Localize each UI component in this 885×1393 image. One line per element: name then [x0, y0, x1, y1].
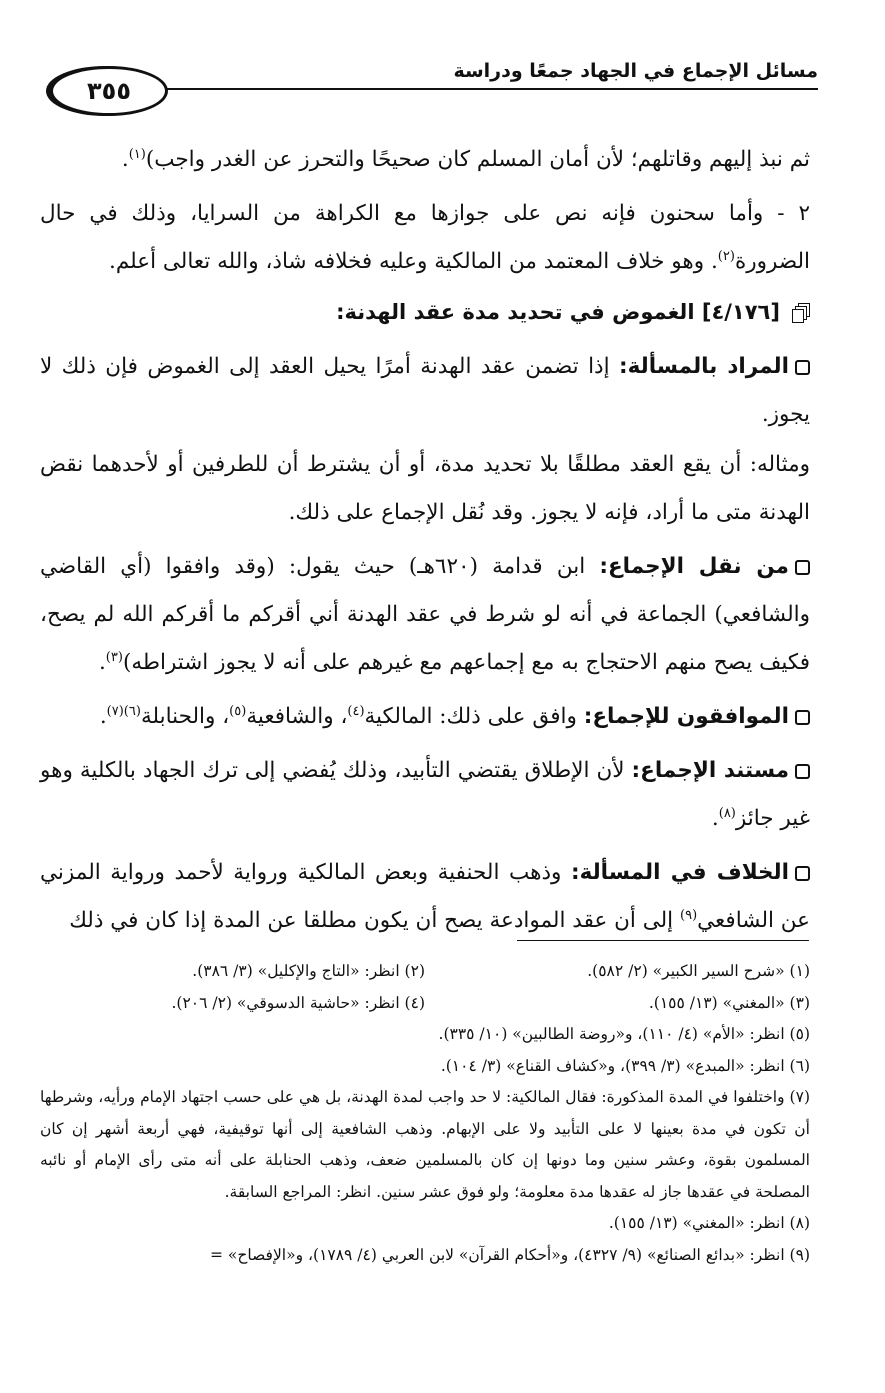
dispute-text-a: وذهب الحنفية وبعض المالكية ورواية لأحمد ورواية المزني عن الشافعي — [40, 860, 810, 933]
footnote-row — [40, 988, 810, 1020]
square-bullet-icon — [795, 764, 810, 779]
footnote-ref-6-7[interactable]: (٦)(٧) — [106, 703, 141, 719]
agreeing-end: . — [99, 704, 107, 729]
footnote-5: (٥) انظر: «الأم» (٤/ ١١٠)، و«روضة الطالبين» (١٠/ ٣٣٥). — [438, 1025, 810, 1043]
footnote-ref-5[interactable]: (٥) — [229, 703, 247, 719]
example-paragraph — [40, 441, 810, 537]
footnote-2: (٢) انظر: «التاج والإكليل» (٣/ ٣٨٦). — [192, 962, 425, 980]
footnote-ref-2[interactable]: (٢) — [717, 248, 735, 264]
subsection-transmitters — [40, 543, 810, 687]
square-bullet-icon — [795, 560, 810, 575]
subsection-basis-label: مستند الإجماع: — [631, 758, 790, 783]
section-heading-text: [٤/١٧٦] الغموض في تحديد مدة عقد الهدنة: — [336, 300, 780, 324]
footnote-3: (٣) «المغني» (١٣/ ١٥٥). — [648, 993, 810, 1012]
paragraph-1 — [40, 136, 810, 184]
paragraph-2-text: ٢ - وأما سحنون فإنه نص على جوازها مع الكراهة من السرايا، وذلك في حال الضرورة — [40, 201, 810, 274]
subsection-transmitters-label: من نقل الإجماع: — [599, 554, 789, 579]
footnote-7: (٧) واختلفوا في المدة المذكورة: فقال المالكية: لا حد واجب لمدة الهدنة، بل هي على حسب اجتهاد الإمام ورأيه، وشرطها أن تكون في مدة بعينها لا على التأبيد ولا على الإبهام. وذهب الشافعية إلى أنها توقيفية، فهي أربعة أشهر إن كان المسلمون بقوة، وعشر سنين وما دونها إن كان بالمسلمين ضعف، وذهب الحنابلة على أنه متى رأى الإمام أو نائبه المصلحة في عقدها جاز له عقدها مدة معلومة؛ ولو فوق عشر سنين. انظر: المراجع السابقة. — [40, 1088, 810, 1201]
section-heading — [40, 288, 810, 337]
page-header — [38, 52, 818, 122]
subsection-agreeing-label: الموافقون للإجماع: — [583, 704, 789, 729]
footnote-ref-1[interactable]: (١) — [128, 146, 146, 162]
running-title: مسائل الإجماع في الجهاد جمعًا ودراسة — [453, 60, 818, 82]
agreeing-text-b: ، والشافعية — [246, 704, 348, 729]
square-bullet-icon — [795, 710, 810, 725]
subsection-transmitters-text: ابن قدامة (٦٢٠هـ) حيث يقول: (وقد وافقوا (أي القاضي والشافعي) الجماعة في أنه لو شرط في عقد الهدنة أني أقركم ما أقركم الله لم يصح، فكيف يصح منهم الاحتجاج به مع إجماعهم مع غيرهم على أنه لا يجوز اشتراطه) — [40, 554, 810, 675]
subsection-basis-text: لأن الإطلاق يقتضي التأبيد، وذلك يُفضي إلى ترك الجهاد بالكلية وهو غير جائز — [40, 758, 810, 831]
paragraph-2-end: . وهو خلاف المعتمد من المالكية وعليه فخلافه شاذ، والله تعالى أعلم. — [108, 249, 718, 274]
paragraph-1-text: ثم نبذ إليهم وقاتلهم؛ لأن أمان المسلم كان صحيحًا والتحرز عن الغدر واجب) — [145, 147, 810, 172]
square-bullet-icon — [795, 360, 810, 375]
footnote-ref-4[interactable]: (٤) — [347, 703, 365, 719]
subsection-meaning-label: المراد بالمسألة: — [619, 354, 789, 379]
square-bullet-icon — [795, 866, 810, 881]
footnote-4: (٤) انظر: «حاشية الدسوقي» (٢/ ٢٠٦). — [171, 993, 425, 1012]
subsection-basis — [40, 747, 810, 843]
footnote-9: (٩) انظر: «بدائع الصنائع» (٩/ ٤٣٢٧)، و«أحكام القرآن» لابن العربي (٤/ ١٧٨٩)، و«الإفصاح» = — [209, 1245, 810, 1264]
agreeing-text-a: وافق على ذلك: المالكية — [364, 704, 577, 729]
subsection-dispute — [40, 849, 810, 945]
dispute-text-b: إلى أن عقد الموادعة يصح أن يكون مطلقا عن المدة إذا كان في ذلك — [69, 908, 680, 933]
header-rule — [128, 88, 818, 90]
footnote-row — [40, 956, 810, 988]
paragraph-1-end: . — [121, 147, 129, 172]
footnote-ref-9[interactable]: (٩) — [680, 907, 698, 923]
subsection-transmitters-end: . — [98, 650, 106, 675]
documents-icon — [790, 303, 810, 323]
subsection-agreeing — [40, 693, 810, 741]
subsection-basis-end: . — [711, 806, 719, 831]
agreeing-text-c: ، والحنابلة — [140, 704, 230, 729]
subsection-meaning — [40, 343, 810, 439]
footnote-ref-8[interactable]: (٨) — [718, 805, 736, 821]
footnote-ref-3[interactable]: (٣) — [105, 649, 123, 665]
footnote-1: (١) «شرح السير الكبير» (٢/ ٥٨٢). — [587, 962, 810, 980]
footnote-6: (٦) انظر: «المبدع» (٣/ ٣٩٩)، و«كشاف القناع» (٣/ ١٠٤). — [440, 1056, 810, 1075]
subsection-dispute-label: الخلاف في المسألة: — [570, 860, 789, 885]
page-number: ٣٥٥ — [50, 66, 168, 116]
footnotes — [40, 956, 810, 1271]
footnote-divider — [517, 940, 809, 941]
example-text: ومثاله: أن يقع العقد مطلقًا بلا تحديد مدة، أو أن يشترط أن للطرفين أو لأحدهما نقض الهدنة متى ما أراد، فإنه لا يجوز. وقد نُقل الإجماع على ذلك. — [40, 452, 810, 525]
paragraph-2 — [40, 190, 810, 286]
main-text — [40, 136, 810, 951]
footnote-8: (٨) انظر: «المغني» (١٣/ ١٥٥). — [608, 1214, 810, 1232]
subsection-meaning-text: إذا تضمن عقد الهدنة أمرًا يحيل العقد إلى الغموض فإن ذلك لا يجوز. — [40, 354, 810, 427]
